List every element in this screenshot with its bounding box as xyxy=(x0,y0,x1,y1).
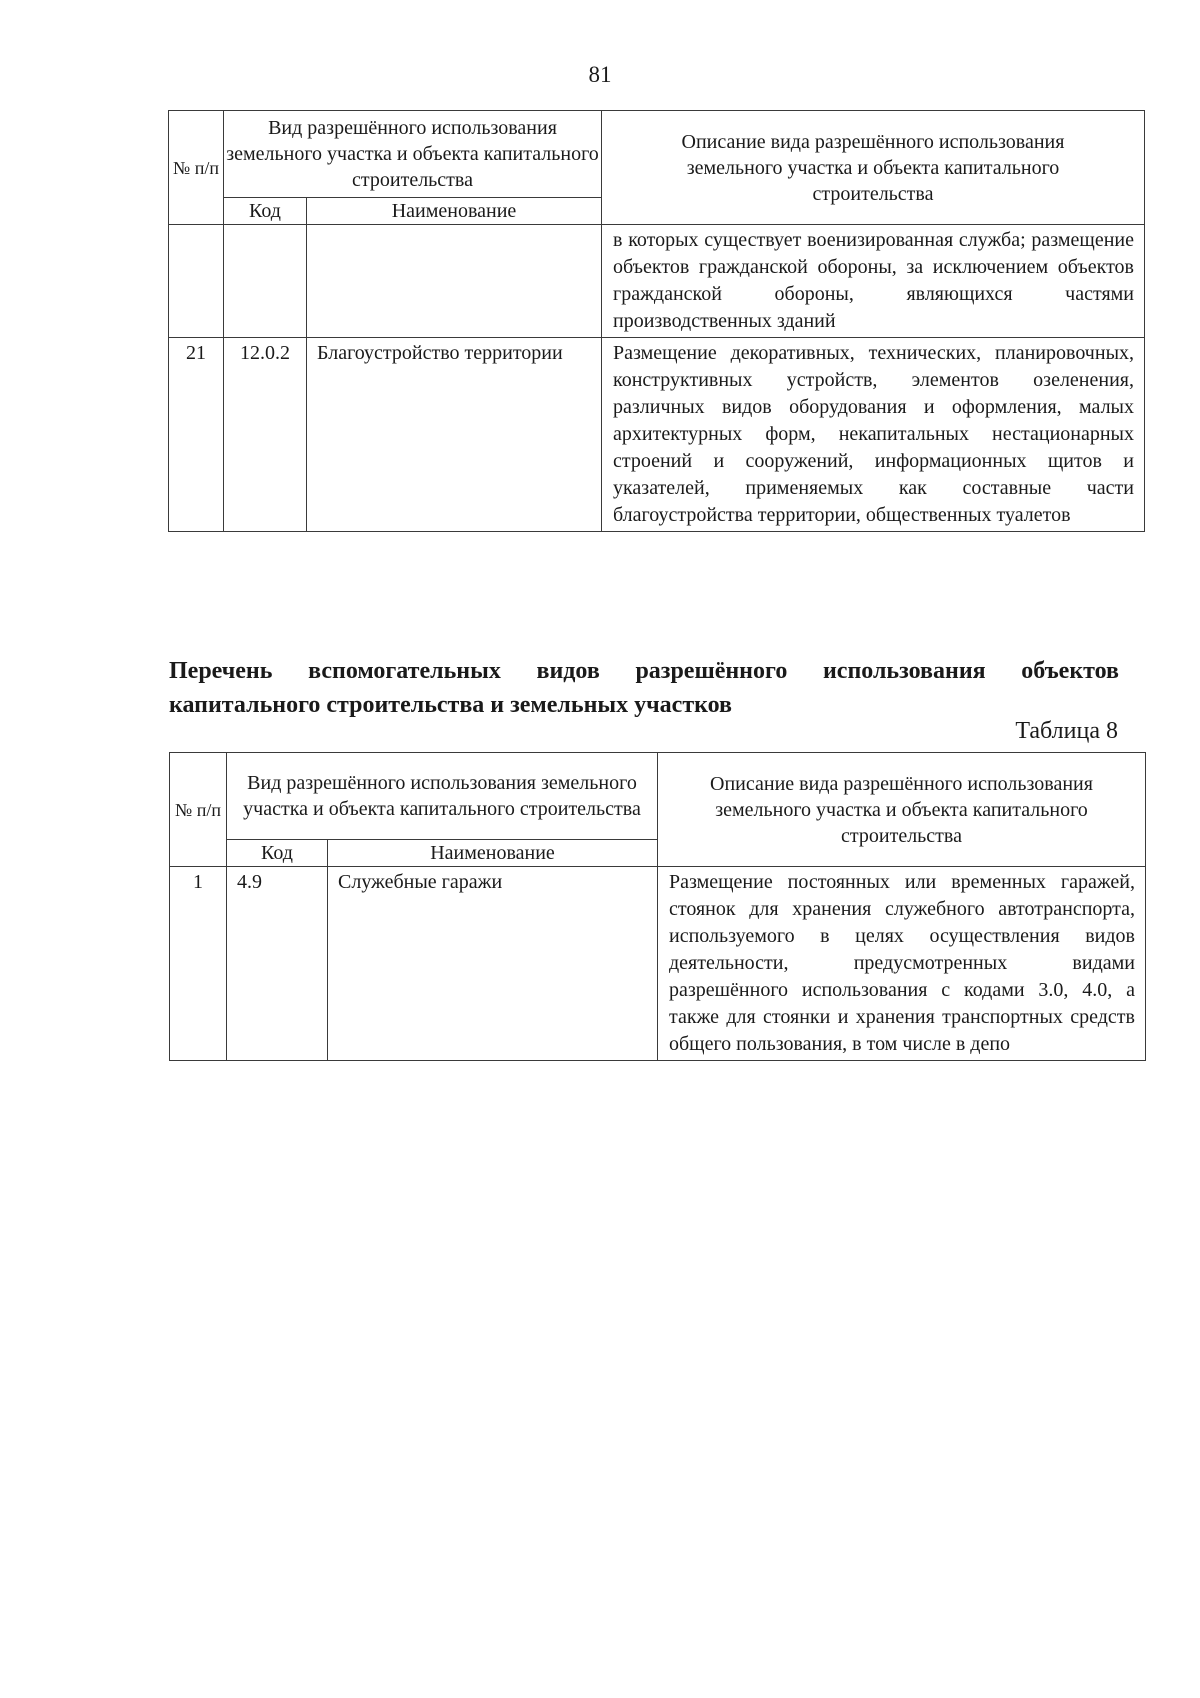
column-header-number: № п/п xyxy=(170,753,227,867)
row-description-continued: в которых существует военизированная служба; размещение объектов гражданской обороны, за исключением объектов гражданской обороны, являющихся частями производственных зданий xyxy=(602,225,1145,338)
row-number: 1 xyxy=(170,867,227,1061)
table-header-row xyxy=(169,111,1145,198)
row-name-cell xyxy=(307,225,602,338)
column-header-description: Описание вида разрешённого использования земельного участка и объекта капитального строительства xyxy=(658,753,1146,867)
auxiliary-use-table xyxy=(169,752,1146,1061)
column-header-description: Описание вида разрешённого использования земельного участка и объекта капитального строительства xyxy=(602,111,1145,225)
row-code: 12.0.2 xyxy=(224,338,307,532)
row-code-cell xyxy=(224,225,307,338)
column-header-number: № п/п xyxy=(169,111,224,225)
table-header-row xyxy=(170,753,1146,840)
row-number: 21 xyxy=(169,338,224,532)
table-row xyxy=(169,338,1145,532)
row-description: Размещение постоянных или временных гаражей, стоянок для хранения служебного автотранспорта, используемого в целях осуществления видов деятельности, предусмотренных видами разрешённого использования с кодами 3.0, 4.0, а также для стоянки и хранения транспортных средств общего пользования, в том числе в депо xyxy=(658,867,1146,1061)
column-header-use-type: Вид разрешённого использования земельного участка и объекта капитального строительства xyxy=(227,753,658,840)
table-caption: Таблица 8 xyxy=(1015,718,1118,744)
column-header-name: Наименование xyxy=(328,840,658,867)
row-name: Служебные гаражи xyxy=(328,867,658,1061)
land-use-table-continued xyxy=(168,110,1145,532)
column-header-use-type: Вид разрешённого использования земельного участка и объекта капитального строительства xyxy=(224,111,602,198)
row-description: Размещение декоративных, технических, планировочных, конструктивных устройств, элементов озеленения, различных видов оборудования и оформления, малых архитектурных форм, некапитальных нестационарных строений и сооружений, информационных щитов и указателей, применяемых как составные части благоустройства территории, общественных туалетов xyxy=(602,338,1145,532)
table-row xyxy=(170,867,1146,1061)
section-title: Перечень вспомогательных видов разрешённого использования объектов капитального строительства и земельных участков xyxy=(169,658,1119,718)
column-header-name: Наименование xyxy=(307,198,602,225)
row-name: Благоустройство территории xyxy=(307,338,602,532)
column-header-code: Код xyxy=(227,840,328,867)
table-row xyxy=(169,225,1145,338)
row-number-cell xyxy=(169,225,224,338)
row-code: 4.9 xyxy=(227,867,328,1061)
column-header-code: Код xyxy=(224,198,307,225)
page-number: 81 xyxy=(588,62,612,87)
